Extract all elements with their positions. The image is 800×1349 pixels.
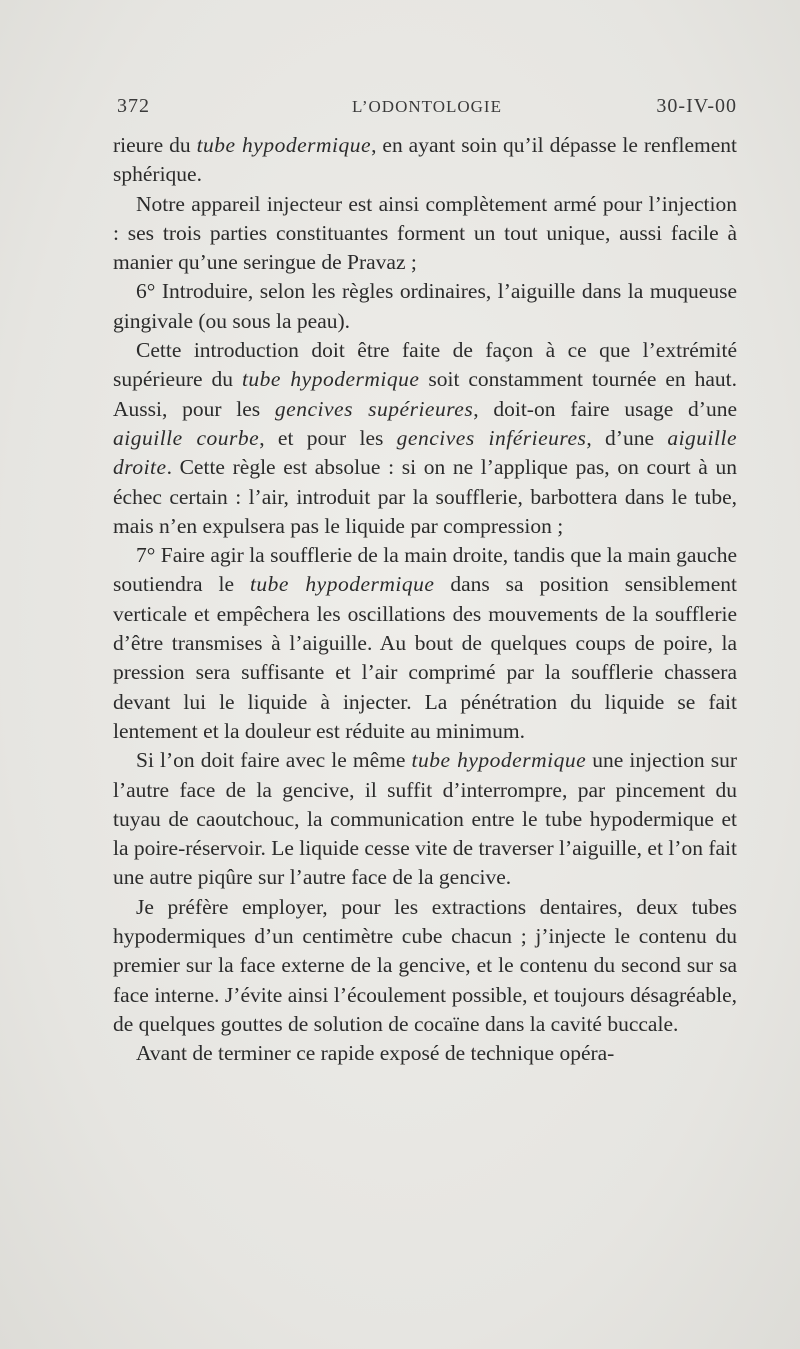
paragraph <box>113 131 737 190</box>
text-run: , et pour les <box>259 425 397 450</box>
italic-term: gencives supérieures <box>274 396 474 421</box>
paragraph <box>113 277 737 336</box>
text-run: Cette introduction doit être faite de façon à ce que l’extrémité supérieure du <box>113 338 737 392</box>
text-run: une injection sur l’autre face de la gencive, il suffit d’interrompre, par pincement du tuyau de caoutchouc, la communication entre le tube hypodermique et la poire-réservoir. Le liquide cesse vite de traverser l’aiguille, et l’on fait une autre piqûre sur l’autre face de la gencive. <box>113 748 737 890</box>
text-run: . Cette règle est absolue : si on ne l’applique pas, on court à un échec certain : l’air, introduit par la soufflerie, barbottera dans le tube, mais n’en expulsera pas le liquide par compression ; <box>113 455 737 538</box>
paragraph <box>113 541 737 746</box>
italic-term: gencives inférieures <box>396 425 587 450</box>
text-run: Si l’on doit faire avec le même <box>136 748 412 773</box>
text-run: dans sa position sensiblement verticale et empêchera les oscillations des mouvements de la soufflerie d’être transmises à l’aiguille. Au bout de quelques coups de poire, la pression sera suffisante et l’air comprimé par la soufflerie chassera devant lui le liquide à injecter. La pénétration du liquide se fait lentement et la douleur est réduite au minimum. <box>113 572 738 743</box>
italic-term: tube hypodermique <box>249 572 435 597</box>
italic-term: aiguille courbe <box>113 425 260 450</box>
journal-title: L’ODONTOLOGIE <box>352 97 502 116</box>
italic-term: tube hypodermique <box>411 748 587 773</box>
paragraph <box>113 1039 737 1068</box>
text-run: , en ayant soin qu’il dépasse le renflement sphérique. <box>113 133 738 187</box>
paragraph <box>113 190 737 278</box>
page-number: 372 <box>117 95 150 117</box>
italic-term: tube hypodermique <box>241 367 420 392</box>
running-head <box>117 95 737 125</box>
text-run: 7° Faire agir la soufflerie de la main droite, tandis que la main gauche soutiendra le <box>113 543 737 597</box>
text-run: , doit-on faire usage d’une <box>473 396 737 421</box>
issue-date: 30-IV-00 <box>656 95 737 117</box>
paragraph <box>113 746 737 892</box>
italic-term: tube hypodermique <box>196 133 372 157</box>
paragraph <box>113 336 737 541</box>
paragraph <box>113 893 737 1039</box>
text-run: Avant de terminer ce rapide exposé de technique opéra- <box>136 1041 615 1066</box>
text-run: 6° Introduire, selon les règles ordinaires, l’aiguille dans la muqueuse gingivale (ou sous la peau). <box>113 279 737 333</box>
text-run: soit constamment tournée en haut. Aussi, pour les <box>113 367 737 421</box>
text-run: rieure du <box>113 133 197 157</box>
text-run: Notre appareil injecteur est ainsi complètement armé pour l’injection : ses trois parties constituantes forment un tout unique, aussi facile à manier qu’une seringue de Pravaz ; <box>113 191 737 275</box>
italic-term: aiguille droite <box>113 425 738 480</box>
body-text <box>113 131 737 1069</box>
text-run: Je préfère employer, pour les extractions dentaires, deux tubes hypodermiques d’un centimètre cube chacun ; j’injecte le contenu du premier sur la face externe de la gencive, et le contenu du second sur sa face interne. J’évite ainsi l’écoulement possible, et toujours désagréable, de quelques gouttes de solution de cocaïne dans la cavité buccale. <box>113 894 737 1036</box>
text-run: , d’une <box>586 425 668 450</box>
